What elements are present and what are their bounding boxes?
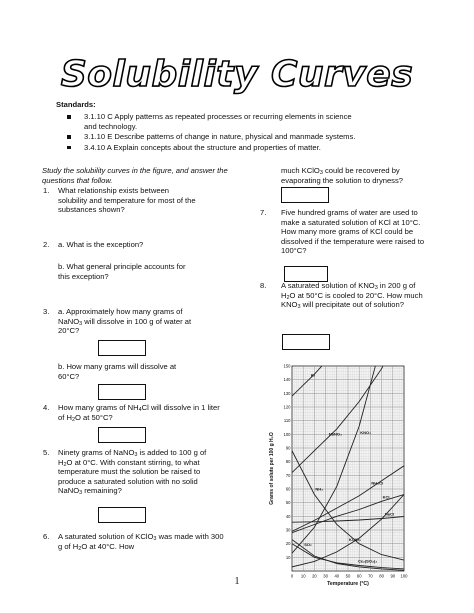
question-text: a. Approximately how many grams of NaNO$_3$ will dissolve in 100 g of water at 20°C? [58, 307, 192, 336]
y-tick-label: 150 [283, 363, 291, 369]
question-text: A saturated solution of KClO$_3$ was made with 300 g of $H_2O$ at 40°C. How [58, 532, 224, 552]
standard-item: 3.1.10 E Describe patterns of change in nature, physical and manmade systems. [56, 132, 356, 142]
x-tick-label: 20 [312, 573, 317, 579]
intro-text: Study the solubility curves in the figure, and answer the questions that follow. [42, 166, 228, 185]
y-tick-label: 120 [283, 404, 291, 410]
series-label: NH₄Cl [371, 480, 384, 486]
x-tick-label: 40 [334, 573, 340, 579]
y-tick-label: 50 [285, 500, 291, 506]
series-label: KI [310, 372, 315, 378]
x-tick-label: 100 [400, 573, 408, 579]
standards-list [56, 112, 356, 153]
answer-box-6[interactable] [281, 187, 329, 203]
y-tick-label: 20 [285, 541, 291, 547]
y-tick-label: 30 [285, 527, 291, 533]
solubility-chart-svg [264, 358, 416, 586]
series-label: Ce₂(SO₄)₃ [357, 558, 378, 564]
question-text: A saturated solution of $KNO_3$ in 200 g of $H_2O$ at 50°C is cooled to 20°C. How much $KNO_3$ will precipitate out of solution? [281, 281, 423, 311]
y-tick-label: 60 [285, 486, 291, 492]
question-text: a. What is the exception? [58, 240, 144, 249]
y-tick-label: 100 [283, 431, 291, 437]
y-axis-label: Grams of solute per 100 g H₂O [269, 432, 275, 505]
answer-box-7[interactable] [284, 266, 328, 282]
x-tick-label: 0 [290, 573, 294, 579]
question-number: 6. [43, 532, 50, 541]
x-tick-label: 50 [345, 573, 351, 579]
question-text: b. How many grams will dissolve at 60°C? [58, 362, 177, 381]
standard-item: 3.4.10 A Explain concepts about the structure and properties of matter. [56, 143, 356, 153]
x-tick-label: 30 [323, 573, 328, 579]
question-text: Five hundred grams of water are used to make a saturated solution of KCl at 10°C. How many more grams of KCl could be dissolved if the temperature were raised to 100°C? [281, 208, 425, 256]
answer-box-8[interactable] [282, 334, 330, 350]
x-axis-label: Temperature (°C) [327, 581, 369, 586]
x-tick-label: 70 [368, 573, 373, 579]
question-6-continued: much KClO$_3$ could be recovered by evaporating the solution to dryness? [281, 166, 404, 185]
y-tick-label: 110 [283, 418, 291, 424]
series-label: NaCl [384, 511, 394, 517]
question-number: 3. [43, 307, 50, 316]
series-label: NH₃ [315, 486, 324, 492]
answer-box-4[interactable] [98, 427, 146, 443]
question-text: b. What general principle accounts for this exception? [58, 262, 186, 281]
answer-box-3a[interactable] [98, 340, 146, 356]
question-number: 5. [43, 448, 50, 457]
standards-heading: Standards: [56, 100, 96, 109]
y-tick-label: 140 [283, 377, 291, 383]
question-text: Ninety grams of NaNO$_3$ is added to 100 g of $H_2O$ at 0°C. With constant stirring, to what temperature must the solution be raised to produce a saturated solution with no solid NaNO$_3$ remaining? [58, 448, 207, 497]
page-title [0, 52, 474, 96]
question-number: 2. [43, 240, 50, 249]
question-text: What relationship exists between solubility and temperature for most of the substances shown? [58, 186, 196, 215]
series-label: KNO₃ [360, 430, 371, 436]
answer-box-5[interactable] [98, 507, 146, 523]
question-text: How many grams of $NH_4Cl$ will dissolve in 1 liter of $H_2O$ at 50°C? [58, 403, 220, 423]
series-label: SO₂ [304, 541, 312, 547]
x-tick-label: 80 [379, 573, 384, 579]
y-tick-label: 10 [285, 554, 291, 560]
question-number: 1. [43, 186, 50, 195]
solubility-chart [264, 358, 416, 586]
x-tick-label: 90 [390, 573, 396, 579]
series-label: KClO₃ [349, 537, 361, 543]
page-number: 1 [234, 576, 240, 587]
y-tick-label: 40 [285, 513, 291, 519]
y-tick-label: 80 [285, 459, 291, 465]
question-number: 7. [260, 208, 267, 217]
y-tick-label: 90 [285, 445, 291, 451]
series-label: KCl [382, 494, 390, 500]
y-tick-label: 70 [285, 472, 291, 478]
x-tick-label: 60 [356, 573, 362, 579]
question-number: 8. [260, 281, 267, 290]
series-label: NaNO₃ [328, 431, 342, 437]
question-number: 4. [43, 403, 50, 412]
x-tick-label: 10 [300, 573, 306, 579]
page-title-text: Solubility Curves [60, 54, 414, 95]
answer-box-3b[interactable] [98, 384, 146, 400]
y-tick-label: 130 [283, 390, 291, 396]
standard-item: 3.1.10 C Apply patterns as repeated processes or recurring elements in science and technology. [56, 112, 356, 131]
